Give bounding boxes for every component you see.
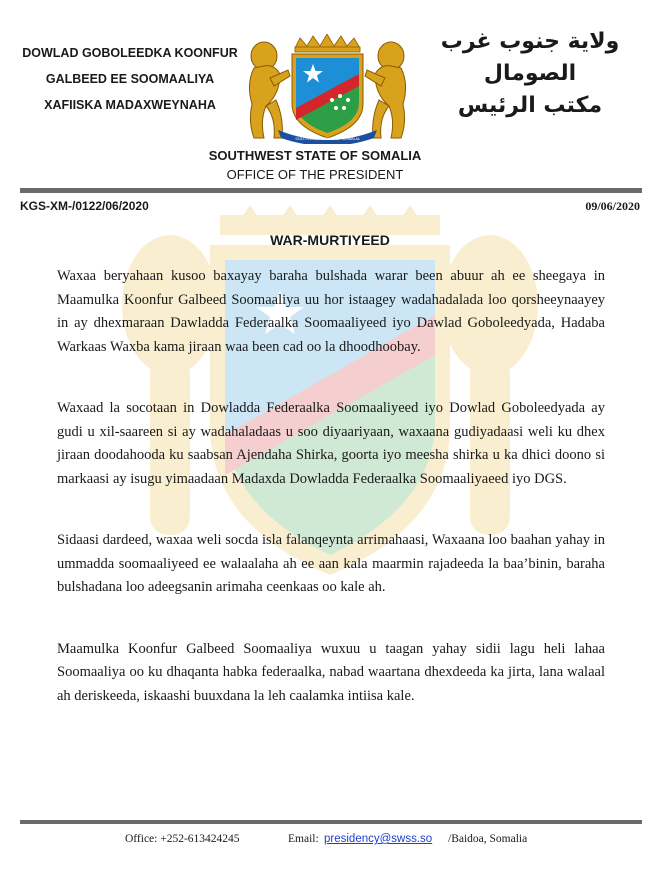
footer-location: /Baidoa, Somalia	[448, 833, 528, 845]
header-english-subtitle: OFFICE OF THE PRESIDENT	[226, 167, 404, 182]
header-english-title: SOUTHWEST STATE OF SOMALIA	[208, 148, 422, 163]
emblem-ribbon-text: SOUTHWEST STATE OF SOMALIA	[295, 136, 360, 141]
coat-of-arms-icon	[240, 34, 415, 144]
document-title: WAR-MURTIYEED	[270, 232, 390, 248]
document-date: 09/06/2020	[585, 199, 640, 213]
header-right-line-2: الصومال	[483, 61, 577, 86]
header-divider	[20, 188, 642, 193]
document-body	[57, 265, 605, 746]
footer-email-label: Email:	[288, 833, 319, 845]
header-somali-title	[20, 40, 240, 118]
header-right-line-3: مكتب الرئيس	[457, 93, 603, 118]
header-left-line-2: GALBEED EE SOOMAALIYA	[45, 72, 215, 86]
body-paragraph-2: Waxaad la socotaan in Dowladda Federaalka Soomaaliyeed iyo Dowlad Goboleedyada ay gudi u xil-saareen si ay wadahaladaas u soo diyaariyaan, waxaana gudiyadaasi weli ku dhex jiraan doodahooda ku saabsan Ajendaha Shirka, goorta iyo meesha shirka u ka dhici doono si markaasi ay isugu yimaadaan Madaxda Dowladda Federaalka Soomaaliyaeed iyo DGS.	[57, 400, 605, 487]
footer-email-link[interactable]: presidency@swss.so	[324, 833, 433, 845]
header-right-line-1: ولاية جنوب غرب	[440, 29, 620, 54]
footer-office-phone: Office: +252-613424245	[125, 833, 240, 845]
header-left-line-3: XAFIISKA MADAXWEYNAHA	[44, 98, 216, 112]
reference-number: KGS-XM-/0122/06/2020	[20, 199, 149, 213]
header-arabic-title	[420, 26, 640, 122]
body-paragraph-1: Waxaa beryahaan kusoo baxayay baraha bulshada warar been abuur ah ee sheegaya in Maamulka Koonfur Galbeed Soomaaliya uu hor istaagey wadahadalada loo qorsheeynaayey in ay dhexmaraan Dawladda Federaalka Soomaaliyeed iyo Dawlad Goboleedyada, Hadaba Warkaas Waxba kama jiraan waa been cad oo la dhoodhoobay.	[57, 268, 605, 355]
body-paragraph-3: Sidaasi dardeed, waxaa weli socda isla falanqeynta arrimahaasi, Waxaana loo baahan yahay in ummadda soomaaliyeed ee walaalaha ah ee aan kala maarmin rajadeeda la baa’binin, baraha bulshadana loo adeegsanin arimaha ceenkaas oo kale ah.	[57, 532, 605, 595]
footer-divider	[20, 820, 642, 824]
body-paragraph-4: Maamulka Koonfur Galbeed Soomaaliya wuxuu u taagan yahay sidii lagu heli lahaa Soomaaliya oo ku dhaqanta habka federaalka, nabad waartana dhexdeeda ka jirta, lana walaal ah deriskeeda, iskaashi buuxdana la leh caalamka intiisa kale.	[57, 640, 605, 704]
header-left-line-1: DOWLAD GOBOLEEDKA KOONFUR	[22, 46, 238, 60]
